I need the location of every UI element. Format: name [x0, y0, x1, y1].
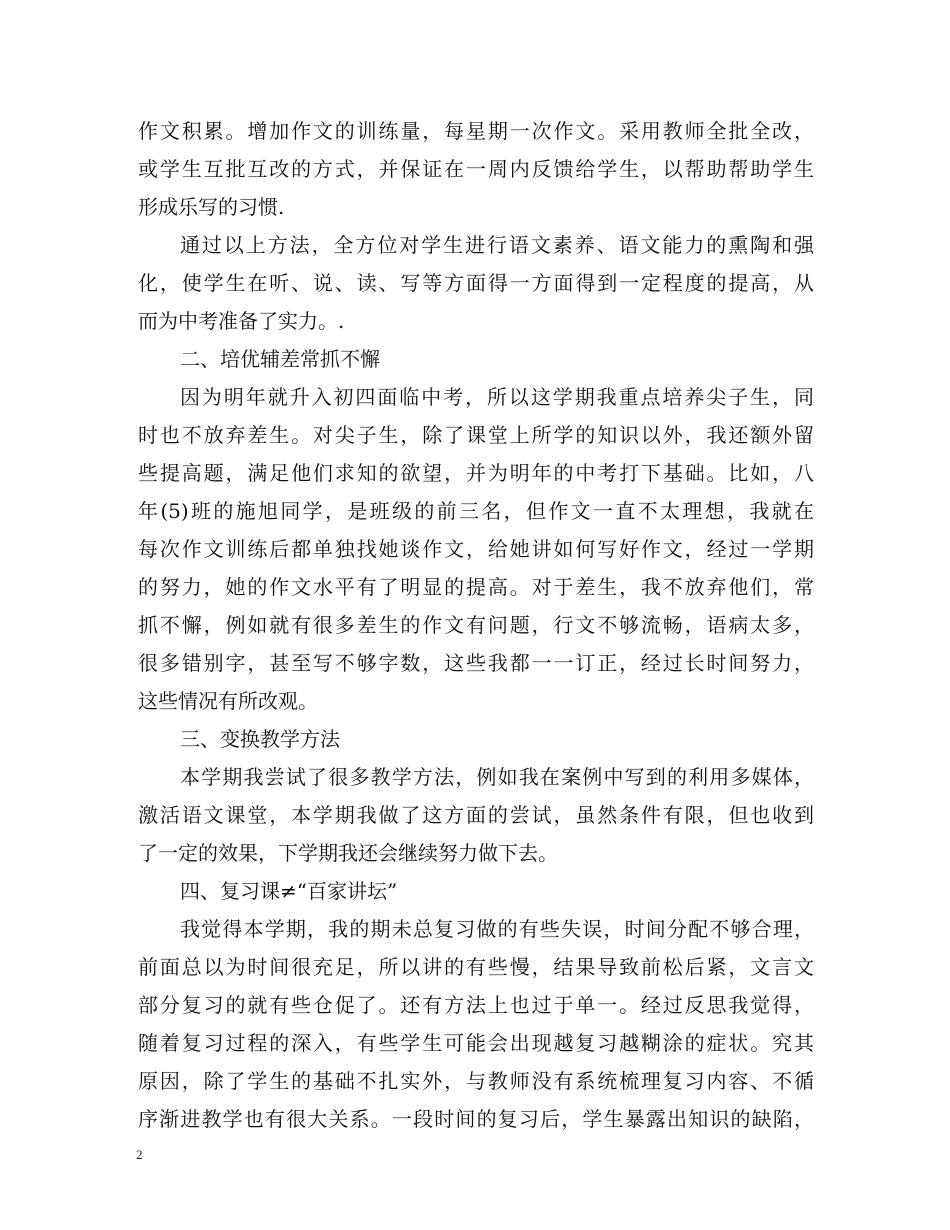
page-number: 2 [136, 1147, 143, 1162]
text-line: 部分复习的就有些仓促了。还有方法上也过于单一。经过反思我觉得， [138, 993, 814, 1017]
text-line: 激活语文课堂，本学期我做了这方面的尝试，虽然条件有限，但也收到 [138, 803, 814, 827]
text-line: 些提高题，满足他们求知的欲望，并为明年的中考打下基础。比如，八 [138, 461, 814, 485]
text-line: 抓不懈，例如就有很多差生的作文有问题，行文不够流畅，语病太多， [138, 613, 814, 637]
text-line: 序渐进教学也有很大关系。一段时间的复习后，学生暴露出知识的缺陷， [138, 1107, 814, 1131]
text-line: 了一定的效果，下学期我还会继续努力做下去。 [138, 841, 558, 865]
paragraph-first-line: 本学期我尝试了很多教学方法，例如我在案例中写到的利用多媒体， [180, 765, 814, 789]
text-line: 作文积累。增加作文的训练量，每星期一次作文。采用教师全批全改， [138, 119, 814, 143]
text-line: 每次作文训练后都单独找她谈作文，给她讲如何写好作文，经过一学期 [138, 537, 814, 561]
text-line: 这些情况有所改观。 [138, 689, 318, 713]
section-heading: 四、复习课≠“百家讲坛” [180, 879, 398, 903]
text-line: 化，使学生在听、说、读、写等方面得一方面得到一定程度的提高，从 [138, 271, 814, 295]
text-line: 时也不放弃差生。对尖子生，除了课堂上所学的知识以外，我还额外留 [138, 423, 814, 447]
text-line: 的努力，她的作文水平有了明显的提高。对于差生，我不放弃他们，常 [138, 575, 814, 599]
text-line: 随着复习过程的深入，有些学生可能会出现越复习越糊涂的症状。究其 [138, 1031, 814, 1055]
text-line: 或学生互批互改的方式，并保证在一周内反馈给学生，以帮助帮助学生 [138, 157, 814, 181]
text-line: 原因，除了学生的基础不扎实外，与教师没有系统梳理复习内容、不循 [138, 1069, 814, 1093]
document-body [138, 112, 814, 1138]
section-heading: 二、培优辅差常抓不懈 [180, 347, 380, 371]
text-line: 年(5)班的施旭同学，是班级的前三名，但作文一直不太理想，我就在 [138, 499, 814, 523]
text-line: 前面总以为时间很充足，所以讲的有些慢，结果导致前松后紧，文言文 [138, 955, 814, 979]
text-line: 形成乐写的习惯. [138, 195, 285, 219]
paragraph-first-line: 我觉得本学期，我的期未总复习做的有些失误，时间分配不够合理， [180, 917, 814, 941]
text-line: 而为中考准备了实力。. [138, 309, 345, 333]
paragraph-first-line: 因为明年就升入初四面临中考，所以这学期我重点培养尖子生，同 [180, 385, 814, 409]
paragraph-first-line: 通过以上方法，全方位对学生进行语文素养、语文能力的熏陶和强 [180, 233, 814, 257]
section-heading: 三、变换教学方法 [180, 727, 340, 751]
text-line: 很多错别字，甚至写不够字数，这些我都一一订正，经过长时间努力， [138, 651, 814, 675]
